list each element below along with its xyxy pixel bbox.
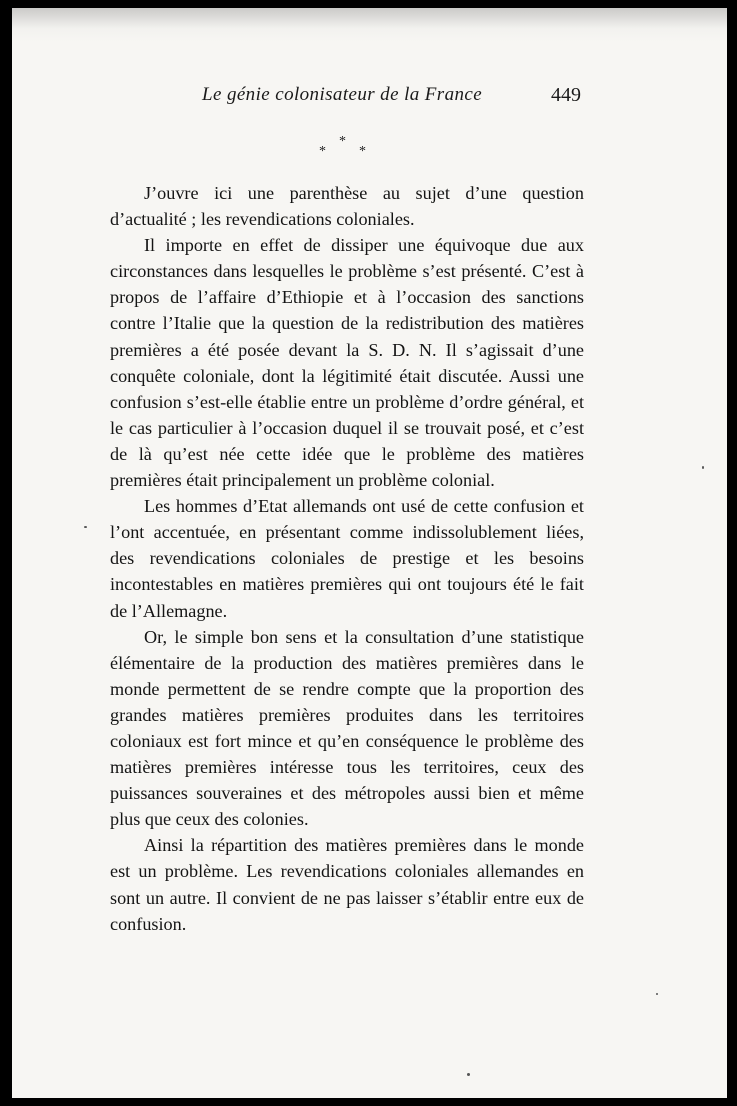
page-number: 449: [551, 84, 581, 106]
paragraph-2: Il importe en effet de dissiper une équivoque due aux circonstances dans lesquelles le problème s’est présenté. C’est à propos de l’affaire d’Ethiopie et à l’occasion des sanctions contre l’Italie que la question de la redistribution des matières premières a été posée devant la S. D. N. Il s’agissait d’une conquête coloniale, dont la légitimité était discutée. Aussi une confusion s’est-elle établie entre un problème d’ordre général, et le cas particulier à l’occasion duquel il se trouvait posé, et c’est de là qu’est née cette idée que le problème des matières premières était principalement un problème colonial.: [110, 235, 584, 491]
asterisk-top: *: [339, 134, 346, 149]
asterisk-left: *: [319, 144, 326, 159]
paragraph-4: Or, le simple bon sens et la consultation d’une statistique élémentaire de la production des matières premières dans le monde permettent de se rendre compte que la proportion des grandes matières premières produites dans les territoires coloniaux est fort mince et qu’en conséquence le problème des matières premières intéresse tous les territoires, ceux des puissances souveraines et des métropoles aussi bien et même plus que ceux des colonies.: [110, 626, 584, 830]
paragraph-3: Les hommes d’Etat allemands ont usé de cette confusion et l’ont accentuée, en présentant comme indissolublement liées, des revendications coloniales de prestige et les besoins incontestables en matières premières qui ont toujours été le fait de l’Allemagne.: [110, 496, 584, 621]
paragraph-1: J’ouvre ici une parenthèse au sujet d’une question d’actualité ; les revendications coloniales.: [110, 183, 584, 230]
asterisk-right: *: [359, 144, 366, 159]
scan-shadow: [12, 8, 727, 42]
running-title: Le génie colonisateur de la France: [202, 84, 483, 105]
body-text: [110, 180, 584, 937]
scan-speck: [656, 993, 658, 995]
section-break-asterisks: [312, 134, 372, 160]
scan-speck: [84, 526, 87, 528]
book-page: [12, 8, 727, 1098]
paragraph-5: Ainsi la répartition des matières premières dans le monde est un problème. Les revendications coloniales allemandes en sont un autre. Il convient de ne pas laisser s’établir entre eux de confusion.: [110, 835, 584, 934]
scan-speck: [467, 1073, 470, 1076]
page-header: [12, 84, 727, 114]
scan-speck: [702, 466, 704, 469]
